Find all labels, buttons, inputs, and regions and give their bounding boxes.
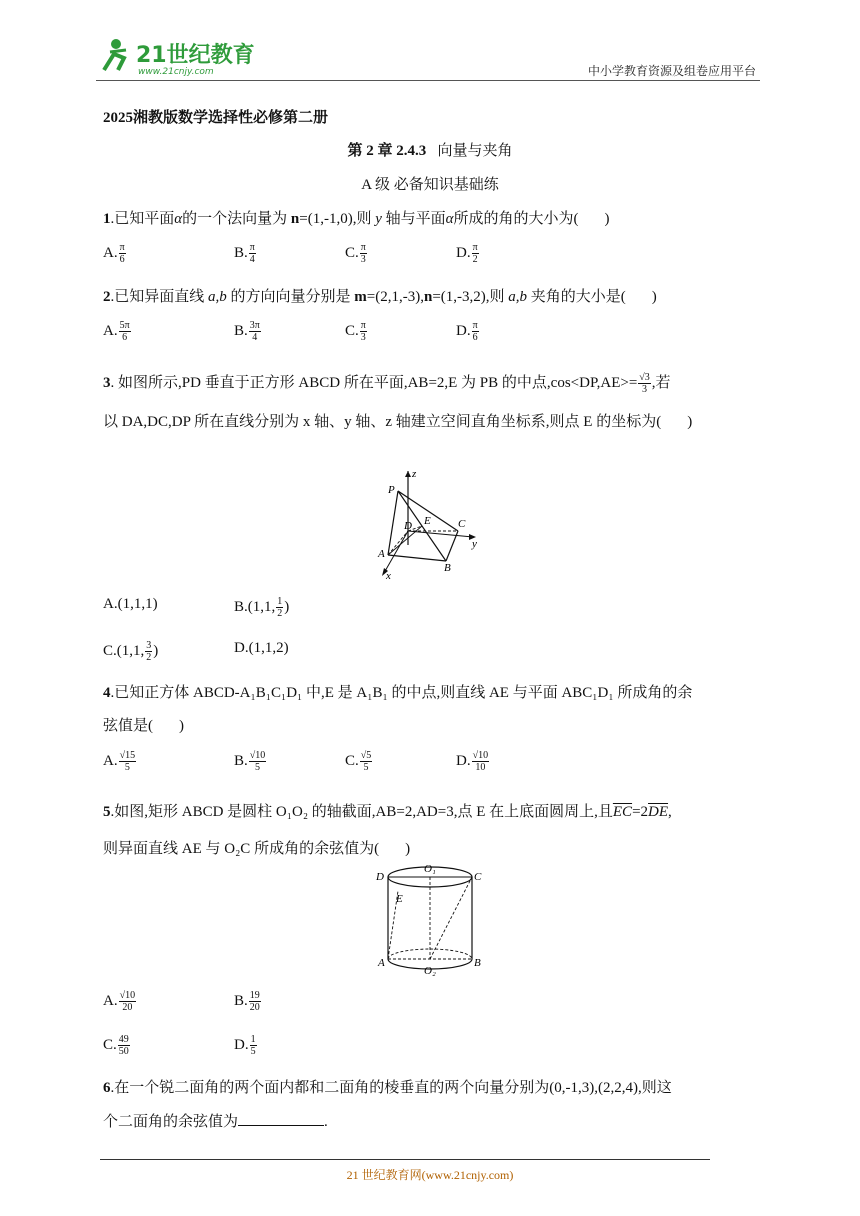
section-title (0, 139, 860, 160)
q5-option-b: B. $\frac{19}{20}$ (234, 990, 260, 1013)
q2-option-b: B. $\frac{3\pi}{4}$ (234, 320, 260, 343)
question-6-line-1: 6.在一个锐二面角的两个面内都和二面角的棱垂直的两个向量分别为(0,-1,3),(2,2,4),则这 (103, 1080, 672, 1096)
q5-option-c: C. $\frac{49}{50}$ (103, 1034, 129, 1057)
q5-option-a: A. $\frac{√10}{20}$ (103, 990, 136, 1013)
question-6-line-2: 个二面角的余弦值为 . (103, 1110, 328, 1131)
q3-option-c: C.(1,1, $\frac{3}{2}$ ) (103, 640, 159, 663)
q1-option-a: A. $\frac{\pi}{6}$ (103, 242, 125, 265)
question-4-line-1: 4.已知正方体 ABCD-A₁B₁C₁D₁ 中,E 是 A₁B₁ 的中点,则直线 AE 与平面 ABC₁D₁ 所成角的余 (103, 685, 693, 701)
question-5-line-2: 则异面直线 AE 与 O₂C 所成角的余弦值为( ) (103, 841, 411, 857)
fig3-label-z: z (412, 468, 417, 480)
q3-option-a: A.(1,1,1) (103, 596, 158, 612)
q4-option-a: A. $\frac{√15}{5}$ (103, 750, 136, 773)
book-title: 2025湘教版数学选择性必修第二册 (103, 110, 329, 126)
fig3-label-b: B (444, 562, 451, 574)
fig3-label-y: y (472, 538, 477, 550)
header-divider (96, 80, 760, 81)
q4-option-c: C. $\frac{√5}{5}$ (345, 750, 372, 773)
section-topic: 向量与夹角 (437, 143, 513, 159)
question-3-line-1: 3. 如图所示,PD 垂直于正方形 ABCD 所在平面,AB=2,E 为 PB 的中点,cos<DP,AE>= $\frac{√3}{3}$ ,若 (103, 372, 671, 396)
q3-option-d: D.(1,1,2) (234, 640, 289, 656)
q4-option-b: B. $\frac{√10}{5}$ (234, 750, 266, 773)
question-4-line-2: 弦值是( ) (103, 718, 184, 734)
site-logo (96, 34, 266, 80)
question-5-line-1: 5.如图,矩形 ABCD 是圆柱 O₁O₂ 的轴截面,AB=2,AD=3,点 E 在上底面圆周上,且$\overline{EC}=2\overline{DE}$, (103, 804, 672, 820)
q2-option-d: D. $\frac{\pi}{6}$ (456, 320, 478, 343)
q2-option-c: C. $\frac{\pi}{3}$ (345, 320, 366, 343)
fig3-label-e: E (424, 515, 431, 527)
question-2: 2.已知异面直线 a,b 的方向向量分别是 m=(2,1,-3),n=(1,-3,2),则 a,b 夹角的大小是( ) (103, 289, 657, 305)
fig5-label-c: C (474, 871, 482, 883)
question-1: 1.已知平面α的一个法向量为 n=(1,-1,0),则 y 轴与平面α所成的角的大小为( ) (103, 211, 610, 227)
fig5-label-a: A (378, 957, 385, 969)
fig5-label-o1: O₁ (424, 863, 436, 875)
logo-url: www.21cnjy.com (138, 67, 214, 77)
level-title: A 级 必备知识基础练 (361, 177, 499, 193)
fig3-label-x: x (386, 570, 391, 582)
q2-option-a: A. $\frac{5\pi}{6}$ (103, 320, 130, 343)
answer-blank (238, 1111, 324, 1126)
chapter-number: 第 2 章 2.4.3 (347, 143, 427, 159)
q1-option-c: C. $\frac{\pi}{3}$ (345, 242, 366, 265)
q3-option-b: B.(1,1, $\frac{1}{2}$ ) (234, 596, 290, 619)
fig3-label-c: C (458, 518, 466, 530)
fig5-label-o2: O₂ (424, 965, 436, 977)
fig3-label-a: A (378, 548, 385, 560)
header-slogan: 中小学教育资源及组卷应用平台 (587, 64, 756, 78)
pyramid-figure (368, 463, 492, 583)
footer-divider (100, 1159, 710, 1160)
footer-text: 21 世纪教育网(www.21cnjy.com) (346, 1168, 514, 1182)
fig5-label-b: B (474, 957, 481, 969)
q1-option-d: D. $\frac{\pi}{2}$ (456, 242, 478, 265)
fig3-label-d: D (404, 520, 412, 532)
fig3-label-p: P (388, 484, 395, 496)
cylinder-figure (372, 862, 490, 978)
q5-option-d: D. $\frac{1}{5}$ (234, 1034, 256, 1057)
question-3-line-2: 以 DA,DC,DP 所在直线分别为 x 轴、y 轴、z 轴建立空间直角坐标系,则点 E 的坐标为( ) (103, 414, 693, 430)
q1-option-b: B. $\frac{\pi}{4}$ (234, 242, 255, 265)
logo-text: 21世纪教育 (136, 43, 255, 68)
q4-option-d: D. $\frac{√10}{10}$ (456, 750, 489, 773)
fig5-label-e: E (396, 893, 403, 905)
fig5-label-d: D (376, 871, 384, 883)
